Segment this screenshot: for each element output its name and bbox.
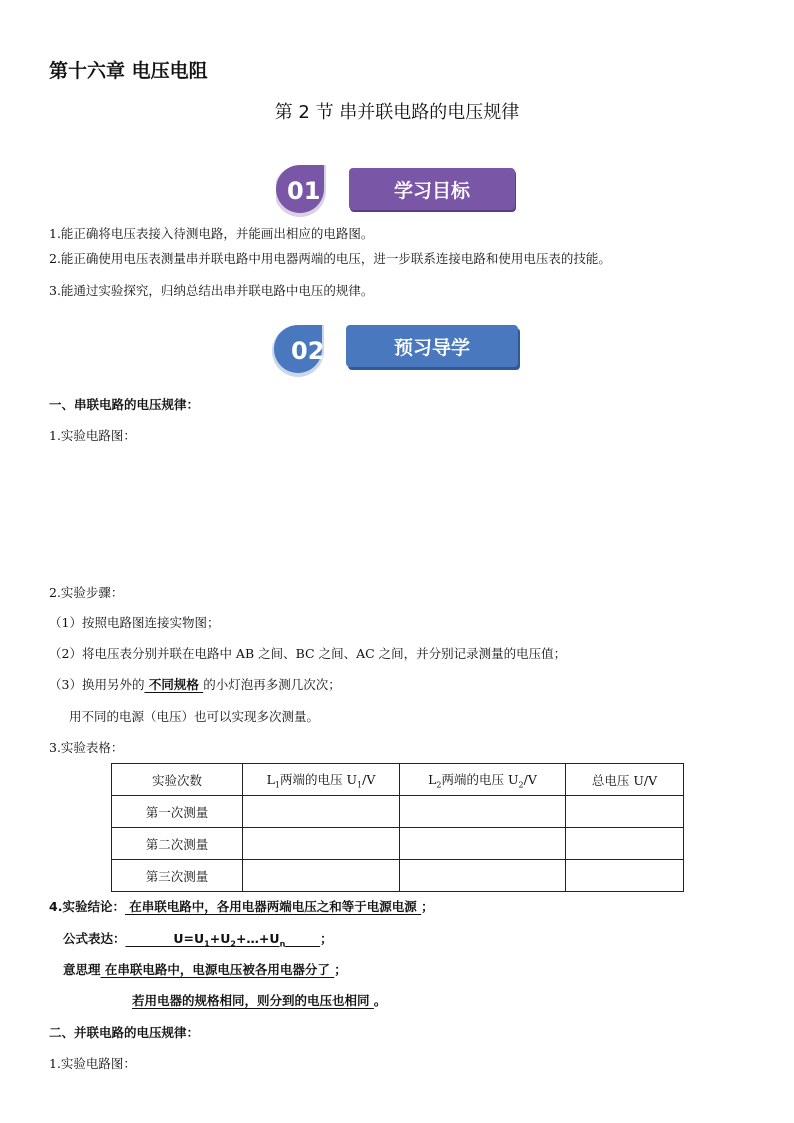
chapter-title: 第十六章 电压电阻 <box>49 60 208 82</box>
table-cell <box>400 860 566 892</box>
table-row-label: 第一次测量 <box>112 796 243 828</box>
table-cell <box>243 796 400 828</box>
u1-unit: /V <box>362 771 376 787</box>
formula-tail <box>285 931 320 946</box>
meaning2-end: 。 <box>373 993 387 1008</box>
u1-l: L <box>266 771 275 787</box>
formula-label: 公式表达： <box>63 931 126 946</box>
part1-heading: 一、串联电路的电压规律： <box>49 397 200 412</box>
badge-02-number: 02 <box>291 337 325 365</box>
badge-01-number: 01 <box>287 177 321 205</box>
step-1: （1）按照电路图连接实物图； <box>49 615 220 630</box>
conclusion <box>49 901 434 914</box>
step-3-blank: 不同规格 <box>144 677 204 692</box>
conclusion-label: 4.实验结论： <box>49 899 125 914</box>
u2-l-sub: 2 <box>436 780 442 790</box>
table-cell <box>400 796 566 828</box>
step-3-suffix: 的小灯泡再多测几次次； <box>203 677 341 692</box>
meaning-label: 意思理 <box>63 962 101 977</box>
table-cell <box>566 796 684 828</box>
table-label: 3.实验表格： <box>49 740 124 755</box>
badge-01-label: 学习目标 <box>393 179 470 202</box>
meaning-end: ； <box>334 962 347 977</box>
steps-label: 2.实验步骤： <box>49 585 124 600</box>
badge-02-label: 预习导学 <box>393 336 470 359</box>
u1-u-sub: 1 <box>357 780 363 790</box>
formula-pad <box>126 931 174 946</box>
formula-sub1: 1 <box>204 939 210 949</box>
formula-u: U=U <box>173 931 205 946</box>
objective-2: 2.能正确使用电压表测量串并联电路中用电器两端的电压，进一步联系连接电路和使用电压表的技能。 <box>49 251 611 266</box>
table-cell <box>400 828 566 860</box>
step-3 <box>49 679 341 692</box>
part1-circuit-label: 1.实验电路图： <box>49 428 136 443</box>
u2-unit: /V <box>523 771 537 787</box>
objective-1: 1.能正确将电压表接入待测电路，并能画出相应的电路图。 <box>49 226 374 241</box>
u1-mid: 两端的电压 U <box>280 771 358 787</box>
step-3-note: 用不同的电源（电压）也可以实现多次测量。 <box>69 709 320 724</box>
table-row-label: 第三次测量 <box>112 860 243 892</box>
table-header-u2 <box>400 764 566 796</box>
formula <box>63 933 333 949</box>
meaning2-blank: 若用电器的规格相同，则分到的电压也相同 <box>132 993 374 1008</box>
table-header-total: 总电压 U/V <box>566 764 684 796</box>
conclusion-end: ； <box>421 899 434 914</box>
table-row <box>112 796 684 828</box>
step-3-prefix: （3）换用另外的 <box>49 677 145 692</box>
table-cell <box>566 860 684 892</box>
meaning-line-2 <box>132 995 386 1008</box>
table-row <box>112 828 684 860</box>
table-cell <box>243 828 400 860</box>
experiment-table <box>111 763 684 892</box>
formula-end: ； <box>320 931 333 946</box>
formula-sub2: 2 <box>230 939 236 949</box>
u2-mid: 两端的电压 U <box>441 771 519 787</box>
formula-blank <box>126 931 321 949</box>
objective-3: 3.能通过实验探究，归纳总结出串并联电路中电压的规律。 <box>49 283 374 298</box>
step-2: （2）将电压表分别并联在电路中 AB 之间、BC 之间、AC 之间，并分别记录测量的电压值； <box>49 646 567 661</box>
table-cell <box>566 828 684 860</box>
u2-l: L <box>428 771 437 787</box>
table-row <box>112 860 684 892</box>
section-title: 第 2 节 串并联电路的电压规律 <box>274 102 520 123</box>
table-header-row <box>112 764 684 796</box>
u1-l-sub: 1 <box>274 780 281 790</box>
table-cell <box>243 860 400 892</box>
table-header-trial: 实验次数 <box>112 764 243 796</box>
meaning-line-1 <box>63 964 347 977</box>
part2-circuit-label: 1.实验电路图： <box>49 1056 136 1071</box>
formula-plus: +U <box>209 931 231 946</box>
conclusion-blank: 在串联电路中，各用电器两端电压之和等于电源电源 <box>124 899 422 914</box>
formula-dots: +…+U <box>235 931 280 946</box>
u2-u-sub: 2 <box>518 780 524 790</box>
part2-heading: 二、并联电路的电压规律： <box>49 1025 200 1040</box>
table-header-u1 <box>243 764 400 796</box>
meaning-blank: 在串联电路中，电源电压被各用电器分了 <box>100 962 335 977</box>
table-row-label: 第二次测量 <box>112 828 243 860</box>
formula-subn: n <box>279 939 286 949</box>
